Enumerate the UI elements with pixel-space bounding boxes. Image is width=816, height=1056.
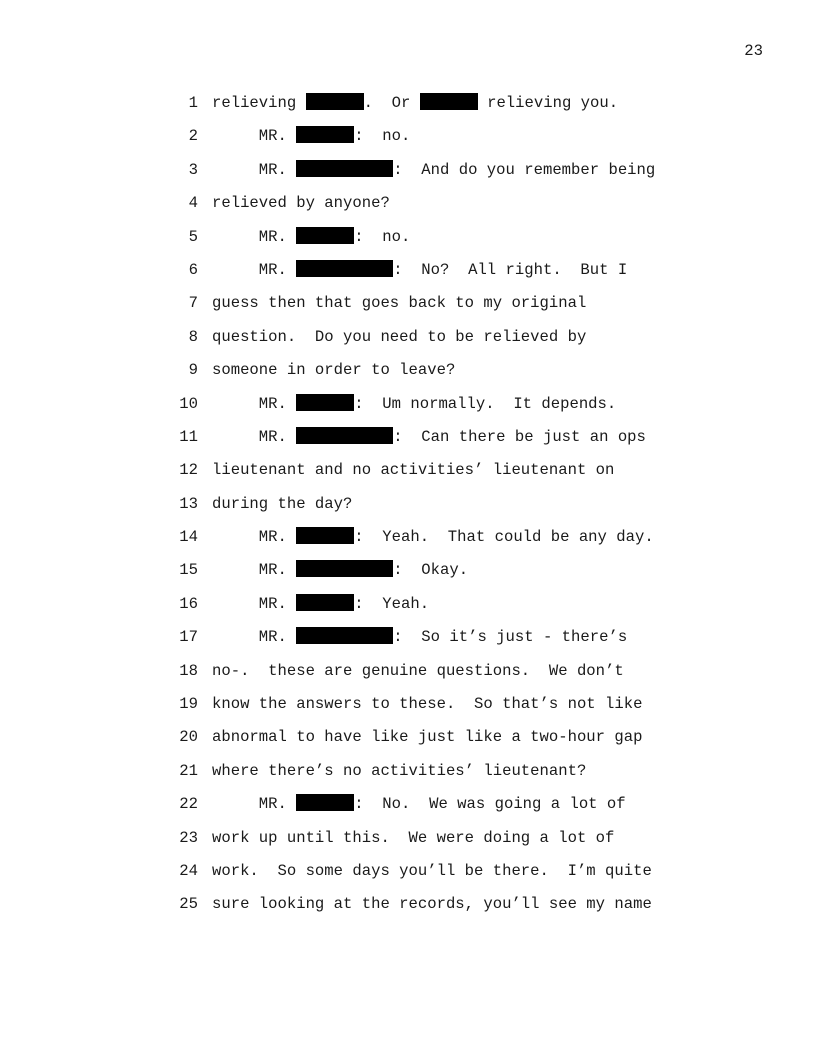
- line-text-segment: : And do you remember being: [393, 160, 656, 179]
- line-text-segment: relieved by anyone?: [212, 194, 390, 213]
- line-text-segment: : Um normally. It depends.: [354, 394, 617, 413]
- line-text: [212, 427, 646, 447]
- transcript-line: [0, 894, 816, 927]
- redaction-box: [296, 126, 354, 143]
- line-text-segment: MR.: [212, 227, 297, 246]
- line-text-segment: work up until this. We were doing a lot of: [212, 828, 615, 847]
- line-text-segment: MR.: [212, 127, 297, 146]
- transcript-line: [0, 293, 816, 326]
- page-number: 23: [744, 42, 763, 60]
- line-text-segment: MR.: [212, 528, 297, 547]
- line-text: [212, 260, 627, 280]
- line-text: [212, 327, 586, 347]
- line-text-segment: : No? All right. But I: [393, 260, 628, 279]
- redaction-box: [296, 627, 393, 644]
- line-text-segment: MR.: [212, 394, 297, 413]
- line-number: 24: [179, 861, 198, 880]
- line-text-segment: during the day?: [212, 494, 353, 513]
- line-text-segment: MR.: [212, 594, 297, 613]
- line-number: 23: [179, 828, 198, 847]
- transcript-line: [0, 160, 816, 193]
- line-text-segment: relieving: [212, 94, 306, 112]
- line-number: 12: [179, 461, 198, 480]
- transcript-line: [0, 527, 816, 560]
- line-text-segment: guess then that goes back to my original: [212, 294, 587, 313]
- line-text-segment: abnormal to have like just like a two-hour gap: [212, 728, 643, 747]
- line-text-segment: : Okay.: [393, 561, 469, 580]
- line-text: [212, 293, 586, 313]
- line-text: [212, 594, 429, 614]
- line-text-segment: : Yeah.: [354, 594, 430, 613]
- line-text: [212, 193, 390, 213]
- line-text-segment: MR.: [212, 561, 297, 580]
- transcript-line: [0, 360, 816, 393]
- redaction-box: [296, 227, 354, 244]
- line-text: [212, 661, 624, 681]
- transcript-line: [0, 260, 816, 293]
- line-text-segment: : no.: [354, 127, 411, 146]
- redaction-box: [420, 93, 478, 110]
- redaction-box: [306, 93, 364, 110]
- line-number: 9: [188, 361, 198, 380]
- transcript-line: [0, 494, 816, 527]
- line-text: [212, 794, 626, 814]
- redaction-box: [296, 160, 393, 177]
- line-text: [212, 126, 410, 146]
- line-number: 3: [188, 160, 198, 179]
- line-text: [212, 694, 642, 714]
- line-text: [212, 861, 652, 881]
- transcript-line: [0, 460, 816, 493]
- line-text: [212, 93, 618, 113]
- line-text: [212, 460, 614, 480]
- transcript-line: [0, 594, 816, 627]
- line-number: 6: [188, 260, 198, 279]
- line-number: 16: [179, 594, 198, 613]
- transcript-line: [0, 93, 816, 126]
- line-text-segment: someone in order to leave?: [212, 361, 456, 380]
- transcript-line: [0, 694, 816, 727]
- line-text: [212, 894, 652, 914]
- line-text: [212, 227, 410, 247]
- line-text-segment: sure looking at the records, you’ll see my name: [212, 895, 652, 914]
- line-number: 17: [179, 628, 198, 647]
- transcript-line: [0, 560, 816, 593]
- redaction-box: [296, 427, 393, 444]
- transcript-line: [0, 394, 816, 427]
- line-number: 4: [188, 194, 198, 213]
- redaction-box: [296, 394, 354, 411]
- line-text: [212, 494, 352, 514]
- line-text-segment: : no.: [354, 227, 411, 246]
- transcript-line: [0, 828, 816, 861]
- line-text: [212, 360, 455, 380]
- line-number: 14: [179, 528, 198, 547]
- line-text-segment: : Yeah. That could be any day.: [354, 528, 654, 547]
- line-number: 19: [179, 695, 198, 714]
- line-number: 10: [179, 394, 198, 413]
- line-number: 15: [179, 561, 198, 580]
- line-text-segment: : Can there be just an ops: [393, 427, 646, 446]
- line-text: [212, 160, 655, 180]
- transcript-body: [0, 93, 816, 928]
- line-text: [212, 727, 642, 747]
- transcript-line: [0, 193, 816, 226]
- line-text-segment: : So it’s just - there’s: [393, 628, 628, 647]
- transcript-line: [0, 727, 816, 760]
- line-text-segment: : No. We was going a lot of: [354, 795, 626, 814]
- line-text: [212, 394, 616, 414]
- transcript-line: [0, 427, 816, 460]
- line-text-segment: MR.: [212, 260, 297, 279]
- line-text: [212, 527, 654, 547]
- line-text-segment: where there’s no activities’ lieutenant?: [212, 761, 587, 780]
- line-text-segment: MR.: [212, 795, 297, 814]
- line-text-segment: no-. these are genuine questions. We don’t: [212, 661, 624, 680]
- line-number: 11: [179, 427, 198, 446]
- line-number: 7: [188, 294, 198, 313]
- line-text-segment: relieving you.: [477, 94, 619, 112]
- line-number: 22: [179, 795, 198, 814]
- line-number: 2: [188, 127, 198, 146]
- line-number: 1: [188, 94, 198, 112]
- line-number: 8: [188, 327, 198, 346]
- transcript-line: [0, 861, 816, 894]
- redaction-box: [296, 560, 393, 577]
- line-text: [212, 761, 586, 781]
- line-text-segment: . Or: [363, 94, 420, 112]
- redaction-box: [296, 527, 354, 544]
- transcript-line: [0, 627, 816, 660]
- transcript-line: [0, 126, 816, 159]
- line-text-segment: work. So some days you’ll be there. I’m quite: [212, 861, 652, 880]
- line-text-segment: MR.: [212, 427, 297, 446]
- line-text: [212, 828, 614, 848]
- line-text-segment: MR.: [212, 160, 297, 179]
- redaction-box: [296, 594, 354, 611]
- transcript-line: [0, 227, 816, 260]
- line-number: 13: [179, 494, 198, 513]
- line-text-segment: know the answers to these. So that’s not like: [212, 695, 643, 714]
- line-text: [212, 627, 627, 647]
- line-text: [212, 560, 468, 580]
- transcript-line: [0, 761, 816, 794]
- transcript-line: [0, 661, 816, 694]
- transcript-line: [0, 327, 816, 360]
- redaction-box: [296, 260, 393, 277]
- line-text-segment: MR.: [212, 628, 297, 647]
- line-number: 21: [179, 761, 198, 780]
- redaction-box: [296, 794, 354, 811]
- line-number: 25: [179, 895, 198, 914]
- line-number: 5: [188, 227, 198, 246]
- line-text-segment: question. Do you need to be relieved by: [212, 327, 587, 346]
- line-number: 18: [179, 661, 198, 680]
- line-text-segment: lieutenant and no activities’ lieutenant on: [212, 461, 615, 480]
- line-number: 20: [179, 728, 198, 747]
- transcript-line: [0, 794, 816, 827]
